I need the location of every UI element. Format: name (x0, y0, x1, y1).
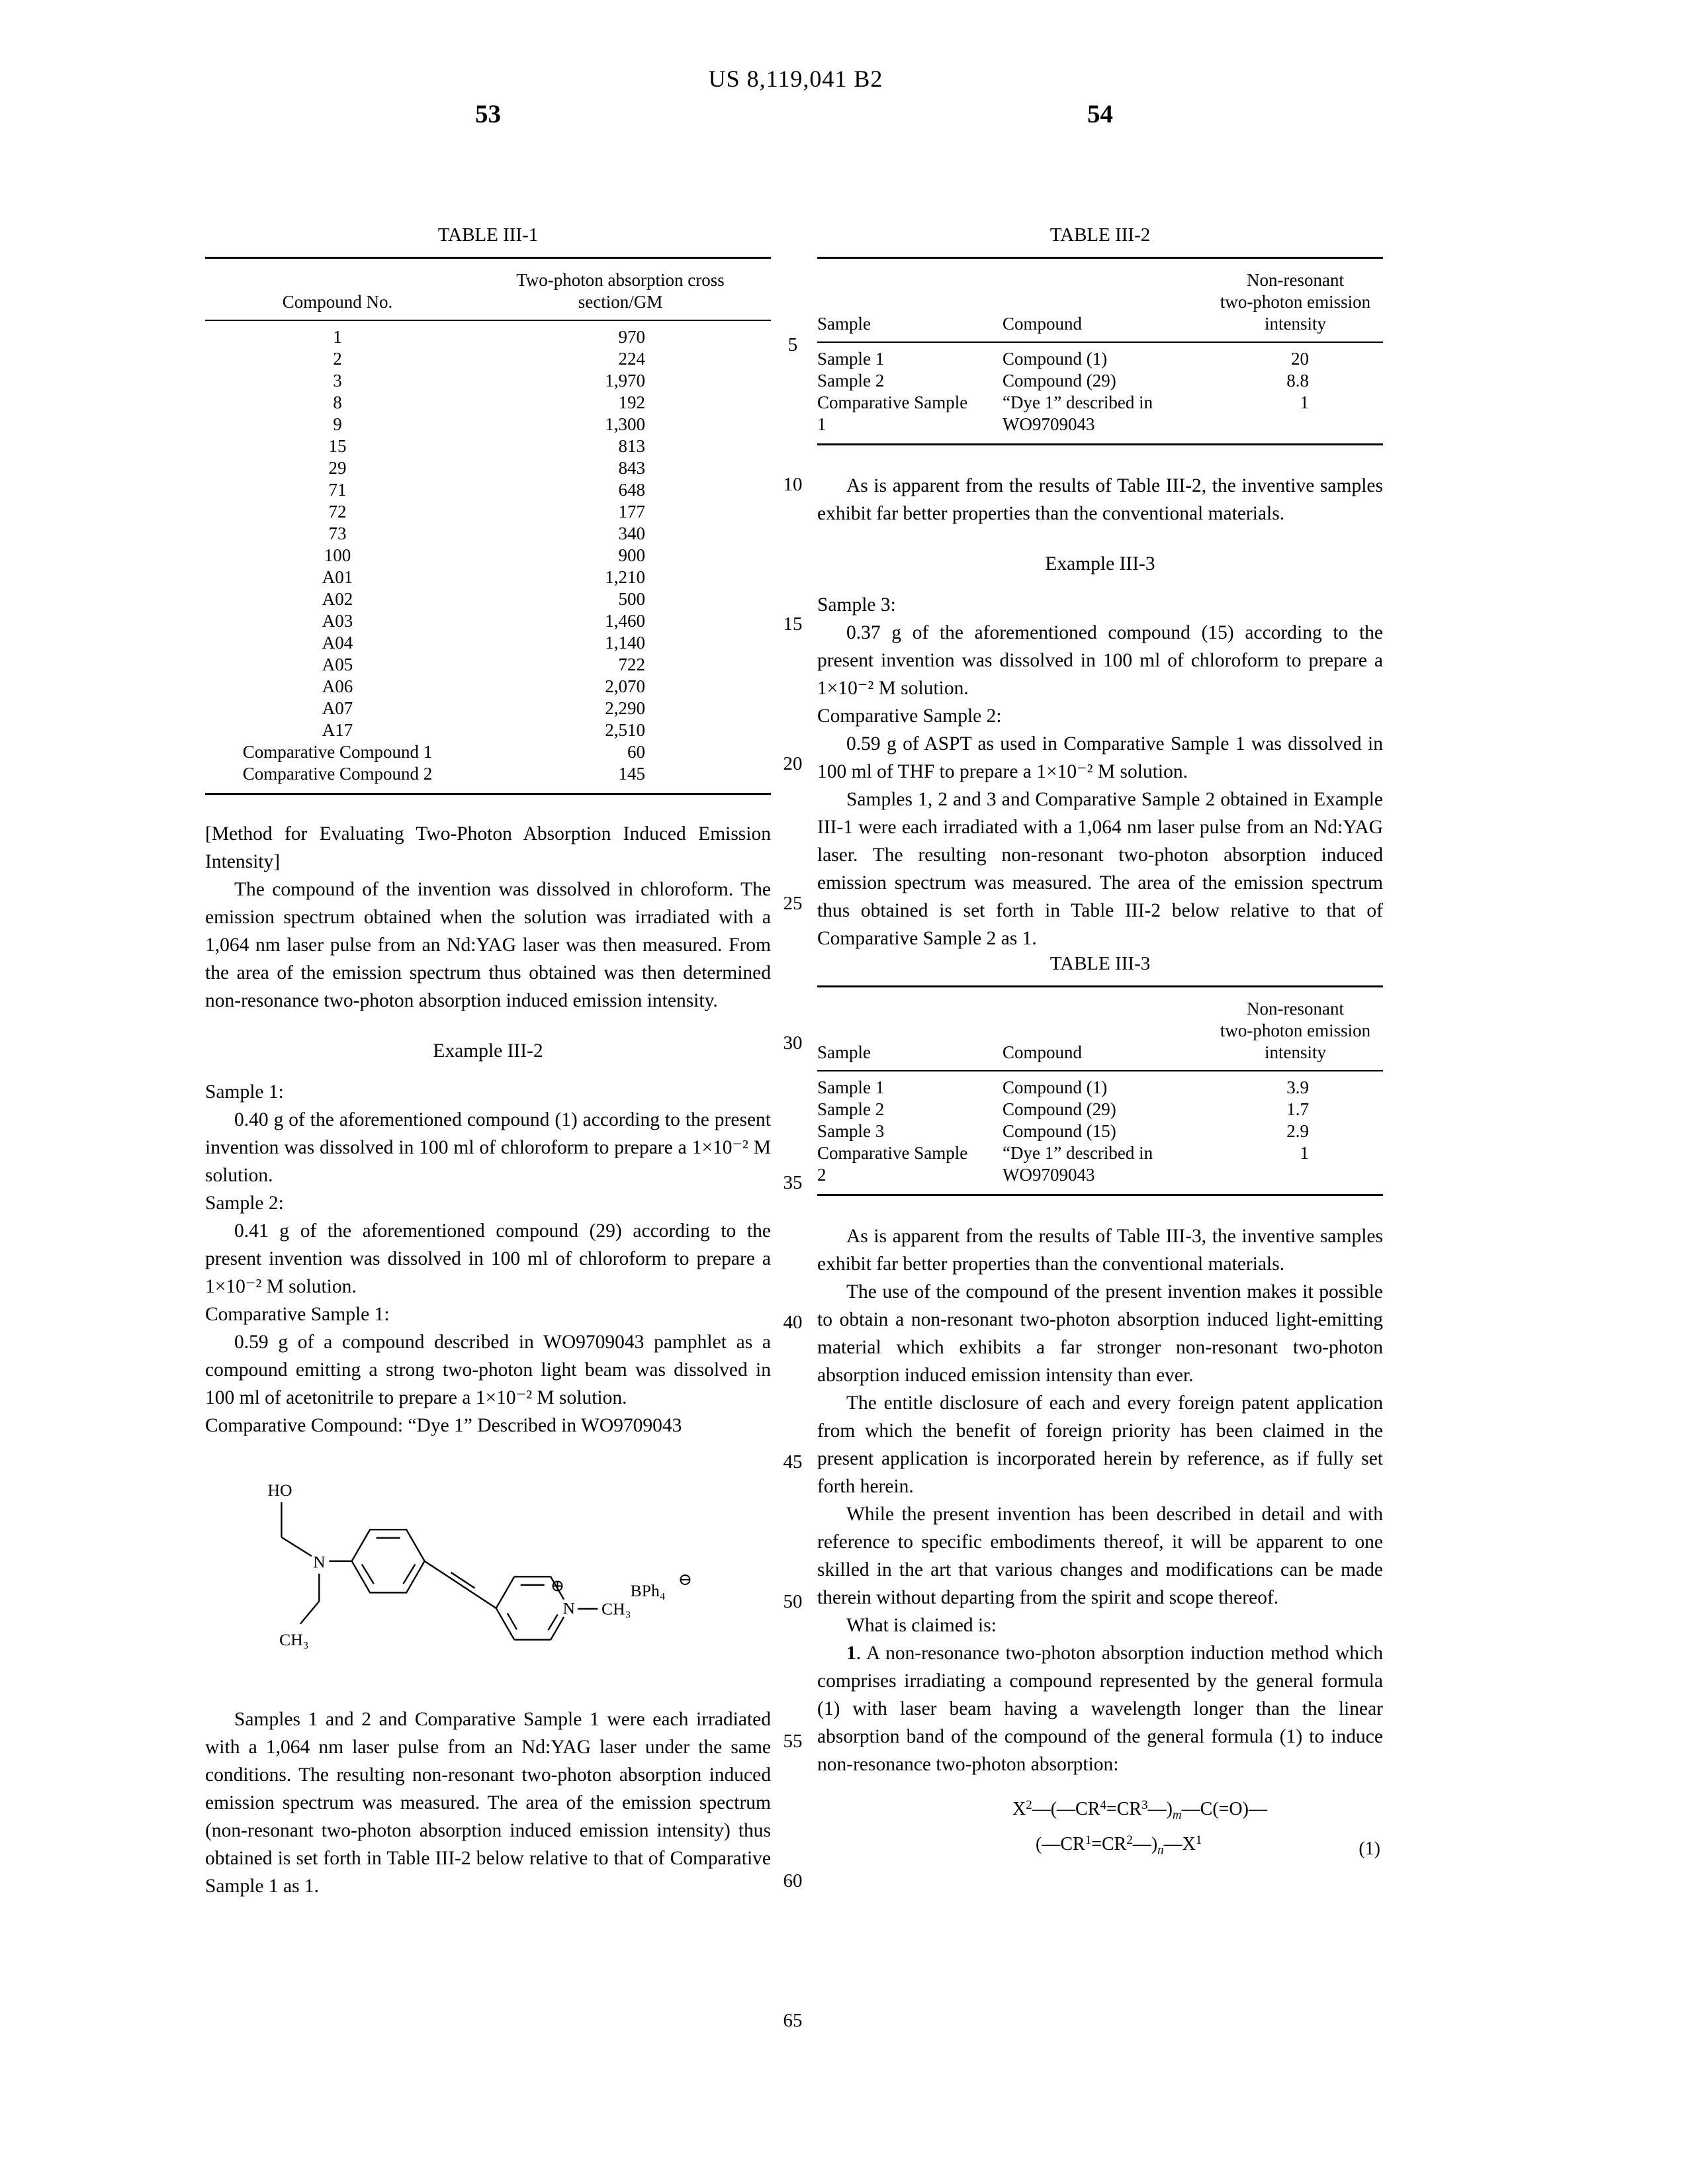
sample-1-paragraph: 0.40 g of the aforementioned compound (1) according to the present invention was dissolved in 100 ml of chloroform to prepare a 1×10⁻² M solution. (205, 1109, 771, 1186)
table-row (205, 676, 771, 698)
table-row (817, 1099, 1383, 1120)
cell-cross-section: 1,140 (605, 633, 645, 653)
cell-cross-section: 145 (618, 764, 645, 784)
ethyl-ch3-label: CH₃ (279, 1629, 309, 1649)
cell-cross-section: 813 (618, 436, 645, 456)
formula-fragment: 4 (1100, 1798, 1106, 1812)
cell-sample: Sample 1 (817, 1077, 885, 1097)
cell-cross-section: 1,460 (605, 611, 645, 631)
column-number-53: 53 (475, 100, 501, 128)
cell-cross-section: 192 (618, 392, 645, 412)
table-row (205, 654, 771, 676)
cell-cross-section: 970 (618, 327, 645, 347)
formula-fragment: X (1012, 1799, 1026, 1819)
cell-compound: “Dye 1” described in WO9709043 (1003, 392, 1153, 434)
table-row (205, 326, 771, 348)
gutter-line-number: 10 (783, 474, 803, 495)
cell-compound-no: A01 (322, 567, 353, 587)
gutter-line-number: 65 (783, 2010, 803, 2031)
table-iii-3-header (817, 987, 1383, 1071)
ho-label: HO (267, 1480, 292, 1500)
table-row (817, 392, 1383, 435)
table-row (205, 501, 771, 523)
table-iii-1-title: TABLE III-1 (437, 224, 539, 246)
cell-compound-no: 71 (328, 480, 347, 500)
cell-cross-section: 2,510 (605, 720, 645, 740)
cell-compound: “Dye 1” described in WO9709043 (1003, 1143, 1153, 1185)
gutter-line-number: 60 (783, 1870, 803, 1891)
table-iii-2-conclusion: As is apparent from the results of Table III-2, the inventive samples exhibit far better properties than the conventional materials. (817, 475, 1383, 524)
cell-cross-section: 722 (618, 655, 645, 674)
header-compound: Compound (1003, 1042, 1083, 1062)
cell-cross-section: 843 (618, 458, 645, 478)
cell-compound-no: A17 (322, 720, 353, 740)
cell-compound-no: 3 (333, 371, 342, 390)
table-row (205, 479, 771, 501)
table-row (205, 370, 771, 392)
gutter-line-number: 25 (783, 893, 803, 914)
cell-intensity: 20 (1291, 349, 1309, 369)
table-row (205, 610, 771, 632)
cell-compound-no: 100 (324, 545, 351, 565)
table-iii-3 (817, 985, 1383, 1196)
table-row (205, 763, 771, 785)
gutter-line-number: 20 (783, 753, 803, 774)
formula-fragment: —C(=O)— (1181, 1799, 1267, 1819)
plus-charge-icon: ⊕ (550, 1576, 565, 1596)
comparative-sample-2-paragraph: 0.59 g of ASPT as used in Comparative Sample 1 was dissolved in 100 ml of THF to prepare a 1×10⁻² M solution. (817, 733, 1383, 782)
header-sample: Sample (817, 1042, 871, 1062)
formula-line-2 (1036, 1828, 1383, 1863)
cell-intensity: 1 (1300, 1143, 1309, 1163)
comparative-sample-2-label: Comparative Sample 2: (817, 705, 1002, 727)
formula-fragment: (—CR (1036, 1834, 1085, 1854)
table-iii-3-body (817, 1071, 1383, 1186)
cell-compound-no: A05 (322, 655, 353, 674)
cell-intensity: 8.8 (1286, 371, 1309, 390)
header-sample: Sample (817, 314, 871, 334)
table-row (817, 348, 1383, 370)
column-number-54: 54 (1087, 100, 1113, 128)
formula-fragment: —) (1147, 1799, 1173, 1819)
sample-2-label: Sample 2: (205, 1193, 284, 1214)
cell-cross-section: 2,070 (605, 676, 645, 696)
gutter-line-number: 40 (783, 1312, 803, 1333)
cell-compound-no: 15 (328, 436, 347, 456)
amine-n-label: N (313, 1552, 326, 1572)
table-iii-1-body (205, 321, 771, 785)
cell-cross-section: 1,300 (605, 414, 645, 434)
use-of-compound-paragraph: The use of the compound of the present invention makes it possible to obtain a non-resonant two-photon absorption induced light-emitting material which exhibits a far stronger non-resonant two-photon absorption induced emission intensity than ever. (817, 1281, 1383, 1386)
table-row (205, 698, 771, 719)
cell-cross-section: 1,970 (605, 371, 645, 390)
gutter-line-number: 5 (787, 334, 798, 355)
foreign-priority-paragraph: The entitle disclosure of each and every foreign patent application from which the benefit of foreign priority has been claimed in the present application is incorporated herein by reference, as if fully set forth herein. (817, 1392, 1383, 1497)
chemical-structure-drawing (224, 1462, 713, 1680)
table-row (205, 523, 771, 545)
irradiation-paragraph: Samples 1 and 2 and Comparative Sample 1 were each irradiated with a 1,064 nm laser pulse from an Nd:YAG laser under the same conditions. The resulting non-resonant two-photon absorption induced emission spectrum was measured. The area of the emission spectrum (non-resonant two-photon absorption induced emission intensity) thus obtained is set forth in Table III-2 below relative to that of Comparative Sample 1 as 1. (205, 1709, 771, 1897)
formula-fragment: =CR (1091, 1834, 1127, 1854)
gutter-line-number: 55 (783, 1731, 803, 1752)
formula-fragment: 1 (1195, 1833, 1202, 1847)
table-iii-2-body (817, 343, 1383, 435)
table-iii-2-header (817, 259, 1383, 343)
cell-compound: Compound (29) (1003, 1099, 1116, 1119)
cell-compound-no: A04 (322, 633, 353, 653)
cell-compound-no: 29 (328, 458, 347, 478)
claims-intro: What is claimed is: (846, 1615, 997, 1636)
general-formula-1 (817, 1793, 1383, 1863)
cell-sample: Comparative Sample 1 (817, 392, 968, 434)
claim-1-text: . A non-resonance two-photon absorption induction method which comprises irradiating a compound represented by the general formula (1) with laser beam having a wavelength longer than the linear absorption band of the compound of the general formula (1) to induce non-resonance two-photon absorption: (817, 1643, 1383, 1775)
samples-irradiation-paragraph: Samples 1, 2 and 3 and Comparative Sample 2 obtained in Example III-1 were each irradiated with a 1,064 nm laser pulse from an Nd:YAG laser. The resulting non-resonant two-photon absorption induced emission spectrum was measured. The area of the emission spectrum thus obtained is set forth in Table III-2 below relative to that of Comparative Sample 2 as 1. (817, 789, 1383, 949)
cell-sample: Comparative Sample 2 (817, 1143, 968, 1185)
cell-compound-no: 72 (328, 502, 347, 522)
formula-line-1 (1012, 1793, 1383, 1828)
cell-compound-no: A03 (322, 611, 353, 631)
cell-compound: Compound (1) (1003, 349, 1108, 369)
formula-fragment: —(—CR (1032, 1799, 1100, 1819)
cell-sample: Sample 1 (817, 349, 885, 369)
cell-sample: Sample 3 (817, 1121, 885, 1141)
cell-compound-no: 9 (333, 414, 342, 434)
table-row (817, 1077, 1383, 1099)
cell-cross-section: 2,290 (605, 698, 645, 718)
cell-intensity: 2.9 (1286, 1121, 1309, 1141)
cell-intensity: 1.7 (1286, 1099, 1309, 1119)
cell-sample: Sample 2 (817, 371, 885, 390)
cell-compound-no: A07 (322, 698, 353, 718)
claim-1-number: 1 (846, 1643, 856, 1664)
table-iii-2 (817, 257, 1383, 445)
formula-fragment: =CR (1106, 1799, 1142, 1819)
cell-intensity: 3.9 (1286, 1077, 1309, 1097)
minus-charge-icon: ⊖ (678, 1569, 693, 1589)
table-row (817, 1142, 1383, 1186)
cell-cross-section: 224 (618, 349, 645, 369)
table-row (205, 741, 771, 763)
sample-2-paragraph: 0.41 g of the aforementioned compound (29) according to the present invention was dissolved in 100 ml of chloroform to prepare a 1×10⁻² M solution. (205, 1220, 771, 1297)
gutter-line-number: 50 (783, 1591, 803, 1612)
dye-1-structure (224, 1462, 771, 1688)
counterion-label: BPh₄ (630, 1580, 666, 1600)
formula-fragment: 3 (1141, 1798, 1148, 1812)
method-paragraph: The compound of the invention was dissolved in chloroform. The emission spectrum obtained when the solution was irradiated with a 1,064 nm laser pulse from an Nd:YAG laser was then measured. From the area of the emission spectrum thus obtained was then determined non-resonance two-photon absorption induced emission intensity. (205, 879, 771, 1011)
table-iii-3-conclusion: As is apparent from the results of Table III-3, the inventive samples exhibit far better properties than the conventional materials. (817, 1226, 1383, 1275)
header-compound: Compound (1003, 314, 1083, 334)
header-intensity: Non-resonant two-photon emission intensity (1220, 270, 1371, 334)
gutter-line-number: 45 (783, 1451, 803, 1473)
gutter-line-number: 35 (783, 1172, 803, 1193)
table-row (205, 392, 771, 414)
table-iii-1 (205, 257, 771, 795)
modifications-paragraph: While the present invention has been described in detail and with reference to specific embodiments thereof, it will be apparent to one skilled in the art that various changes and modifications can be made therein without departing from the spirit and scope thereof. (817, 1504, 1383, 1608)
cell-cross-section: 177 (618, 502, 645, 522)
sample-1-label: Sample 1: (205, 1081, 284, 1103)
table-row (205, 545, 771, 567)
sample-3-label: Sample 3: (817, 594, 896, 615)
comparative-compound-line: Comparative Compound: “Dye 1” Described in WO9709043 (205, 1415, 682, 1436)
cell-compound-no: 73 (328, 523, 347, 543)
comparative-sample-1-paragraph: 0.59 g of a compound described in WO9709043 pamphlet as a compound emitting a strong two-photon light beam was dissolved in 100 ml of acetonitrile to prepare a 1×10⁻² M solution. (205, 1332, 771, 1408)
formula-fragment: 1 (1085, 1833, 1092, 1847)
cell-cross-section: 900 (618, 545, 645, 565)
sample-3-paragraph: 0.37 g of the aforementioned compound (15) according to the present invention was dissolved in 100 ml of chloroform to prepare a 1×10⁻² M solution. (817, 622, 1383, 699)
cell-cross-section: 648 (618, 480, 645, 500)
formula-number: (1) (1359, 1839, 1380, 1859)
patent-number-header: US 8,119,041 B2 (708, 66, 883, 92)
header-compound-no: Compound No. (282, 292, 393, 312)
table-row (205, 567, 771, 588)
table-iii-1-header (205, 259, 771, 321)
cell-compound-no: 8 (333, 392, 342, 412)
left-column (205, 224, 771, 1900)
formula-fragment: 2 (1126, 1833, 1133, 1847)
cell-compound-no: Comparative Compound 1 (242, 742, 433, 762)
header-cross-section: Two-photon absorption cross section/GM (516, 270, 725, 312)
comparative-sample-1-label: Comparative Sample 1: (205, 1304, 390, 1325)
cell-cross-section: 500 (618, 589, 645, 609)
cell-compound-no: A06 (322, 676, 353, 696)
formula-fragment: —X (1163, 1834, 1196, 1854)
formula-fragment: 2 (1026, 1798, 1032, 1812)
table-row (205, 588, 771, 610)
cell-cross-section: 60 (627, 742, 645, 762)
table-iii-3-title: TABLE III-3 (1049, 953, 1151, 974)
cell-compound-no: Comparative Compound 2 (242, 764, 433, 784)
right-column (817, 224, 1383, 1863)
cell-intensity: 1 (1300, 392, 1309, 412)
cell-compound: Compound (15) (1003, 1121, 1116, 1141)
n-methyl-label: CH₃ (602, 1599, 631, 1619)
formula-fragment: n (1157, 1843, 1164, 1857)
cell-compound-no: 1 (333, 327, 342, 347)
example-iii-2-heading: Example III-2 (433, 1040, 543, 1062)
pyridinium-n-label: N (562, 1598, 575, 1618)
table-row (205, 348, 771, 370)
table-row (817, 1120, 1383, 1142)
table-iii-2-title: TABLE III-2 (1049, 224, 1151, 246)
cell-compound: Compound (1) (1003, 1077, 1108, 1097)
table-row (205, 719, 771, 741)
table-row (205, 414, 771, 435)
cell-cross-section: 340 (618, 523, 645, 543)
cell-sample: Sample 2 (817, 1099, 885, 1119)
table-row (205, 457, 771, 479)
gutter-line-number: 15 (783, 614, 803, 635)
cell-compound-no: A02 (322, 589, 353, 609)
cell-cross-section: 1,210 (605, 567, 645, 587)
cell-compound: Compound (29) (1003, 371, 1116, 390)
table-row (205, 632, 771, 654)
method-heading: [Method for Evaluating Two-Photon Absorption Induced Emission Intensity] (205, 823, 771, 872)
table-row (817, 370, 1383, 392)
claim-1 (817, 1639, 1383, 1778)
cell-compound-no: 2 (333, 349, 342, 369)
formula-fragment: m (1172, 1808, 1182, 1822)
gutter-line-number: 30 (783, 1032, 803, 1054)
formula-fragment: —) (1132, 1834, 1158, 1854)
table-row (205, 435, 771, 457)
example-iii-3-heading: Example III-3 (1045, 553, 1155, 574)
header-intensity: Non-resonant two-photon emission intensity (1220, 999, 1371, 1062)
